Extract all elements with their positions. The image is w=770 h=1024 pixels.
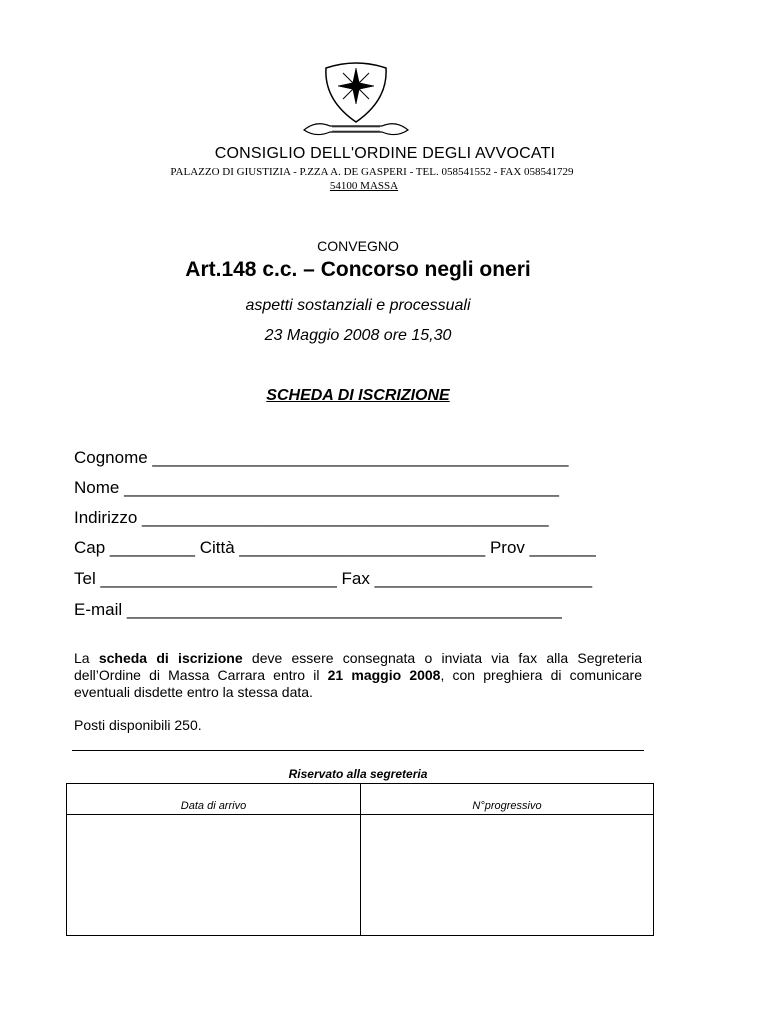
note-text: , con preghiera di comunicare eventuali disdette entro la stessa data. (74, 667, 643, 700)
available-seats: Posti disponibili 250. (74, 717, 202, 733)
divider-line (72, 750, 644, 751)
organization-address: PALAZZO DI GIUSTIZIA - P.ZZA A. DE GASPERI - TEL. 058541552 - FAX 058541729 (170, 166, 574, 178)
bar-council-emblem-icon (296, 60, 416, 142)
event-type: CONVEGNO (317, 238, 399, 254)
registration-note (74, 650, 642, 701)
column-header-progressive-number: N°progressivo (472, 800, 542, 812)
indirizzo-field[interactable]: Indirizzo ___________________________________________ (74, 508, 549, 527)
email-field[interactable]: E-mail ______________________________________________ (74, 600, 562, 619)
note-text: deve essere consegnata o inviata via fax alla Segreteria dell’Ordine di Massa Carrara entro il (74, 650, 642, 683)
event-subtitle: aspetti sostanziali e processuali (245, 297, 471, 314)
event-date: 23 Maggio 2008 ore 15,30 (264, 327, 452, 344)
table-row-divider (67, 814, 653, 815)
column-header-arrival-date: Data di arrivo (180, 800, 247, 812)
note-bold-text: scheda di iscrizione (98, 650, 243, 666)
organization-city: 54100 MASSA (329, 180, 399, 192)
cap-citta-prov-field[interactable]: Cap _________ Città __________________________ Prov _______ (74, 538, 596, 557)
nome-field[interactable]: Nome ______________________________________________ (74, 478, 559, 497)
reserved-section-title: Riservato alla segreteria (288, 767, 428, 781)
tel-fax-field[interactable]: Tel _________________________ Fax _______________________ (74, 569, 593, 588)
form-heading: SCHEDA DI ISCRIZIONE (266, 387, 450, 404)
cognome-field[interactable]: Cognome ____________________________________________ (74, 448, 569, 467)
reserved-table (66, 783, 654, 936)
event-title: Art.148 c.c. – Concorso negli oneri (185, 258, 531, 281)
organization-name: CONSIGLIO DELL'ORDINE DEGLI AVVOCATI (214, 145, 556, 162)
note-deadline: 21 maggio 2008 (327, 667, 441, 683)
note-text: La (74, 650, 99, 666)
